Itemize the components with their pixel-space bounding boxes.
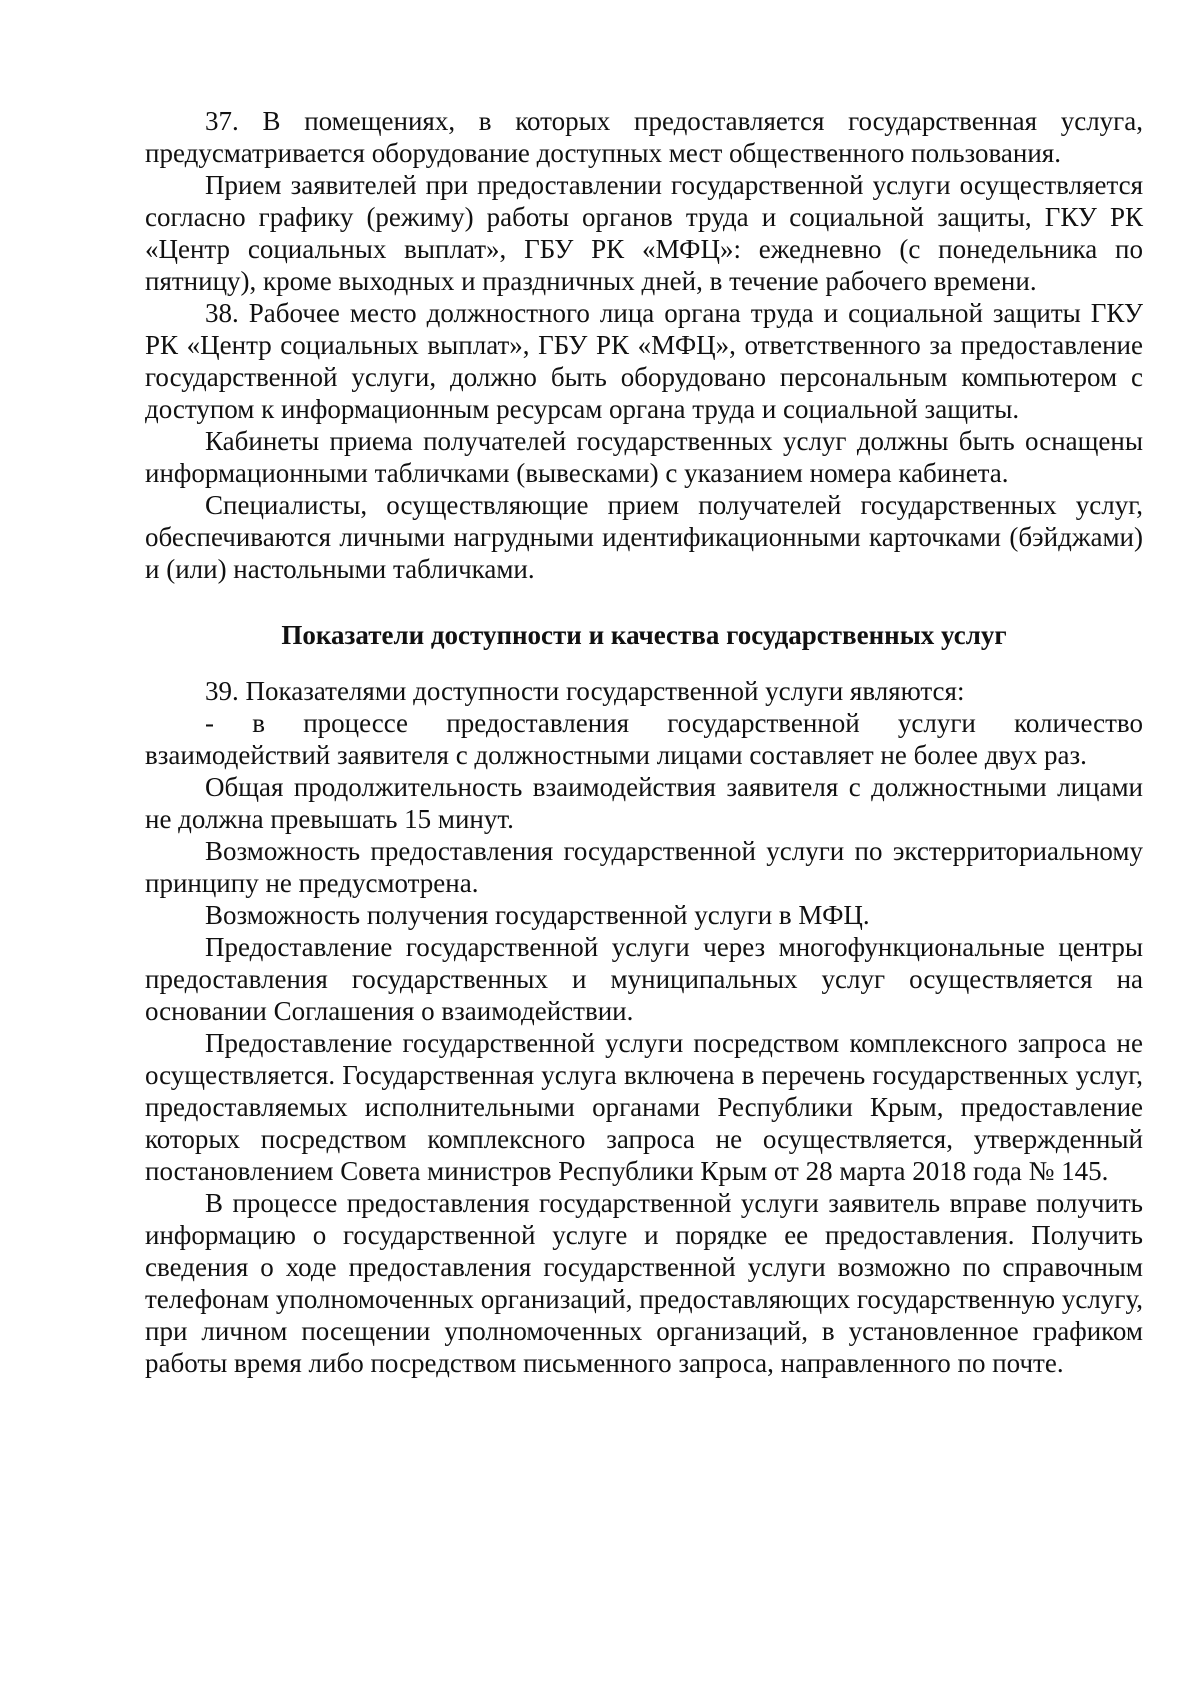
- paragraph-reception-schedule: Прием заявителей при предоставлении государственной услуги осуществляется согласно графику (режиму) работы органов труда и социальной защиты, ГКУ РК «Центр социальных выплат», ГБУ РК «МФЦ»: ежедневно (с понедельника по пятницу), кроме выходных и праздничных дней, в течение рабочего времени.: [145, 170, 1143, 296]
- paragraph-37-rooms: 37. В помещениях, в которых предоставляется государственная услуга, предусматривается оборудование доступных мест общественного пользования.: [145, 106, 1143, 168]
- paragraph-mfc-agreement: Предоставление государственной услуги через многофункциональные центры предоставления государственных и муниципальных услуг осуществляется на основании Соглашения о взаимодействии.: [145, 932, 1143, 1026]
- paragraph-mfc-possibility: Возможность получения государственной услуги в МФЦ.: [205, 900, 870, 930]
- paragraph-office-signs: Кабинеты приема получателей государственных услуг должны быть оснащены информационными табличками (вывесками) с указанием номера кабинета.: [145, 426, 1143, 488]
- paragraph-specialist-badges: Специалисты, осуществляющие прием получателей государственных услуг, обеспечиваются личными нагрудными идентификационными карточками (бэйджами) и (или) настольными табличками.: [145, 490, 1143, 584]
- document-page: [145, 105, 1143, 1379]
- paragraph-interaction-duration: Общая продолжительность взаимодействия заявителя с должностными лицами не должна превышать 15 минут.: [145, 772, 1143, 834]
- paragraph-39-indicators: 39. Показателями доступности государственной услуги являются:: [205, 676, 965, 706]
- section-heading: Показатели доступности и качества государственных услуг: [281, 620, 1007, 650]
- paragraph-interaction-count: - в процессе предоставления государственной услуги количество взаимодействий заявителя с должностными лицами составляет не более двух раз.: [145, 708, 1143, 770]
- paragraph-38-workplace: 38. Рабочее место должностного лица органа труда и социальной защиты ГКУ РК «Центр социальных выплат», ГБУ РК «МФЦ», ответственного за предоставление государственной услуги, должно быть оборудовано персональным компьютером с доступом к информационным ресурсам органа труда и социальной защиты.: [145, 298, 1143, 424]
- paragraph-extraterritorial: Возможность предоставления государственной услуги по экстерриториальному принципу не предусмотрена.: [145, 836, 1143, 898]
- paragraph-information-access: В процессе предоставления государственной услуги заявитель вправе получить информацию о государственной услуге и порядке ее предоставления. Получить сведения о ходе предоставления государственной услуги возможно по справочным телефонам уполномоченных организаций, предоставляющих государственную услугу, при личном посещении уполномоченных организаций, в установленное графиком работы время либо посредством письменного запроса, направленного по почте.: [145, 1188, 1143, 1378]
- paragraph-complex-request: Предоставление государственной услуги посредством комплексного запроса не осуществляется. Государственная услуга включена в перечень государственных услуг, предоставляемых исполнительными органами Республики Крым, предоставление которых посредством комплексного запроса не осуществляется, утвержденный постановлением Совета министров Республики Крым от 28 марта 2018 года № 145.: [145, 1028, 1143, 1186]
